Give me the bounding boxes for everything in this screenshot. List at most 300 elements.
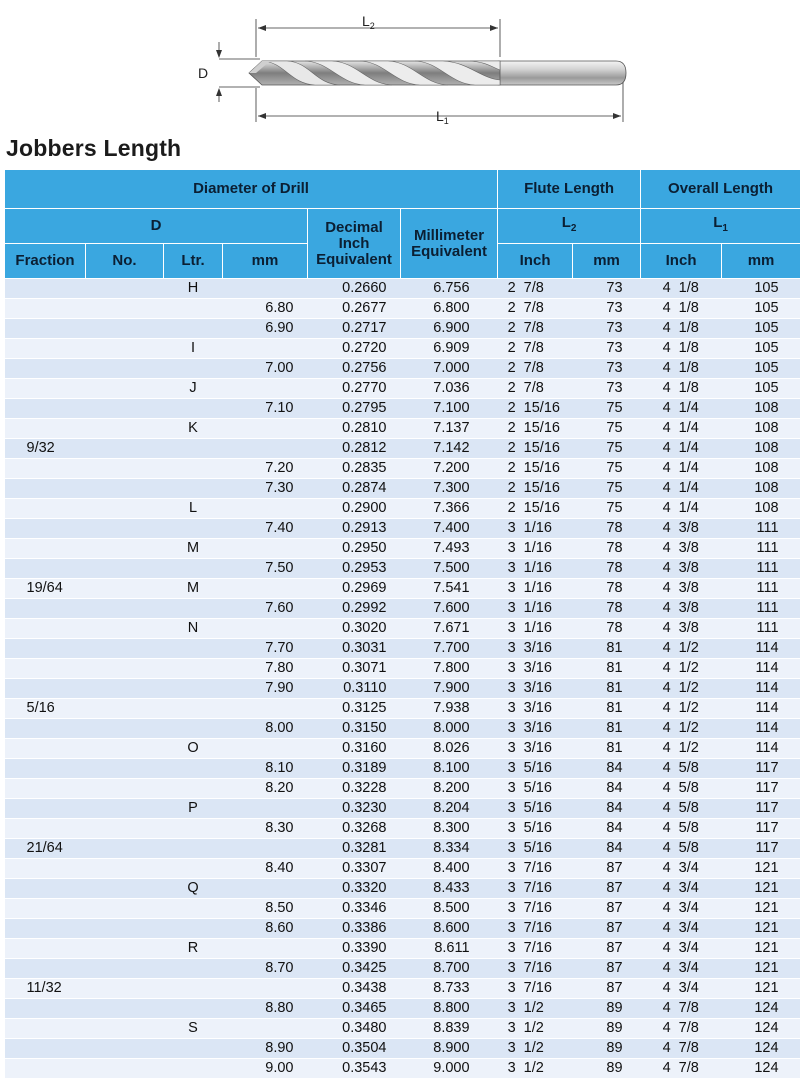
table-row (5, 559, 800, 579)
cell-decimal-inch: 0.3125 (308, 699, 401, 719)
cell-flute-mm: 75 (573, 439, 641, 459)
cell-mm (223, 1019, 308, 1039)
cell-letter (164, 759, 223, 779)
cell-no (86, 779, 164, 799)
cell-flute-mm: 73 (573, 339, 641, 359)
cell-flute-mm: 87 (573, 879, 641, 899)
cell-overall-mm: 108 (722, 459, 800, 479)
table-row (5, 439, 800, 459)
cell-no (86, 519, 164, 539)
cell-millimeter-equivalent: 8.433 (401, 879, 498, 899)
cell-flute-inch: 2 15/16 (498, 419, 573, 439)
cell-flute-inch: 2 7/8 (498, 359, 573, 379)
cell-decimal-inch: 0.2810 (308, 419, 401, 439)
table-row (5, 819, 800, 839)
cell-letter (164, 719, 223, 739)
cell-no (86, 459, 164, 479)
cell-overall-mm: 111 (722, 519, 800, 539)
table-row (5, 499, 800, 519)
cell-overall-mm: 108 (722, 419, 800, 439)
cell-letter (164, 299, 223, 319)
d-label: D (198, 65, 208, 81)
cell-flute-inch: 3 3/16 (498, 739, 573, 759)
cell-overall-inch: 4 5/8 (641, 819, 722, 839)
cell-flute-mm: 84 (573, 819, 641, 839)
cell-flute-inch: 3 3/16 (498, 659, 573, 679)
cell-overall-mm: 121 (722, 879, 800, 899)
cell-overall-mm: 117 (722, 799, 800, 819)
cell-flute-mm: 84 (573, 799, 641, 819)
cell-no (86, 479, 164, 499)
cell-overall-inch: 4 1/8 (641, 279, 722, 299)
cell-flute-inch: 3 5/16 (498, 799, 573, 819)
cell-fraction (5, 1019, 86, 1039)
cell-decimal-inch: 0.3228 (308, 779, 401, 799)
cell-millimeter-equivalent: 8.300 (401, 819, 498, 839)
table-row (5, 379, 800, 399)
cell-decimal-inch: 0.2717 (308, 319, 401, 339)
cell-overall-inch: 4 1/4 (641, 399, 722, 419)
header-flute-mm: mm (573, 244, 641, 279)
cell-flute-mm: 87 (573, 899, 641, 919)
cell-flute-inch: 3 7/16 (498, 859, 573, 879)
cell-flute-mm: 81 (573, 659, 641, 679)
cell-flute-mm: 81 (573, 739, 641, 759)
cell-overall-mm: 117 (722, 819, 800, 839)
cell-flute-mm: 78 (573, 559, 641, 579)
cell-mm: 8.90 (223, 1039, 308, 1059)
table-row (5, 619, 800, 639)
cell-mm (223, 979, 308, 999)
cell-fraction (5, 659, 86, 679)
cell-fraction (5, 519, 86, 539)
cell-overall-inch: 4 3/4 (641, 879, 722, 899)
cell-decimal-inch: 0.2770 (308, 379, 401, 399)
cell-fraction (5, 399, 86, 419)
cell-overall-mm: 117 (722, 759, 800, 779)
cell-flute-inch: 3 7/16 (498, 939, 573, 959)
cell-mm: 8.20 (223, 779, 308, 799)
cell-millimeter-equivalent: 8.611 (401, 939, 498, 959)
cell-no (86, 999, 164, 1019)
cell-fraction (5, 559, 86, 579)
cell-overall-mm: 121 (722, 959, 800, 979)
table-row (5, 519, 800, 539)
cell-millimeter-equivalent: 7.036 (401, 379, 498, 399)
cell-fraction: 9/32 (5, 439, 86, 459)
cell-fraction (5, 679, 86, 699)
cell-no (86, 359, 164, 379)
cell-letter (164, 679, 223, 699)
cell-no (86, 799, 164, 819)
cell-overall-inch: 4 1/2 (641, 699, 722, 719)
cell-flute-mm: 89 (573, 999, 641, 1019)
cell-no (86, 599, 164, 619)
cell-fraction (5, 539, 86, 559)
table-body (5, 279, 800, 1079)
cell-overall-inch: 4 1/8 (641, 379, 722, 399)
cell-overall-inch: 4 1/4 (641, 419, 722, 439)
cell-no (86, 979, 164, 999)
cell-fraction (5, 339, 86, 359)
cell-flute-mm: 89 (573, 1059, 641, 1079)
header-l2: $L_2$ (498, 209, 641, 244)
cell-overall-inch: 4 3/8 (641, 599, 722, 619)
cell-decimal-inch: 0.3020 (308, 619, 401, 639)
cell-no (86, 719, 164, 739)
cell-letter (164, 819, 223, 839)
cell-decimal-inch: 0.2953 (308, 559, 401, 579)
cell-overall-mm: 124 (722, 999, 800, 1019)
table-row (5, 339, 800, 359)
cell-no (86, 1039, 164, 1059)
cell-overall-inch: 4 7/8 (641, 1019, 722, 1039)
cell-letter (164, 919, 223, 939)
cell-mm: 8.70 (223, 959, 308, 979)
cell-decimal-inch: 0.3320 (308, 879, 401, 899)
table-row (5, 719, 800, 739)
cell-fraction: 11/32 (5, 979, 86, 999)
l1-label: $L_1$ (436, 108, 449, 126)
page-title: Jobbers Length (6, 135, 181, 162)
header-diameter-of-drill: Diameter of Drill (5, 170, 498, 209)
table-row (5, 359, 800, 379)
cell-overall-mm: 124 (722, 1039, 800, 1059)
cell-flute-mm: 73 (573, 299, 641, 319)
table-row (5, 919, 800, 939)
header-l1: $L_1$ (641, 209, 800, 244)
cell-flute-inch: 2 15/16 (498, 399, 573, 419)
cell-flute-mm: 78 (573, 539, 641, 559)
cell-fraction (5, 319, 86, 339)
cell-fraction (5, 819, 86, 839)
cell-fraction: 21/64 (5, 839, 86, 859)
table-row (5, 859, 800, 879)
cell-flute-inch: 3 1/2 (498, 1019, 573, 1039)
cell-flute-mm: 75 (573, 419, 641, 439)
cell-fraction (5, 619, 86, 639)
cell-flute-inch: 3 3/16 (498, 639, 573, 659)
cell-mm: 9.00 (223, 1059, 308, 1079)
cell-no (86, 759, 164, 779)
cell-millimeter-equivalent: 7.700 (401, 639, 498, 659)
cell-flute-mm: 75 (573, 499, 641, 519)
cell-no (86, 679, 164, 699)
table-row (5, 459, 800, 479)
cell-flute-inch: 3 1/16 (498, 539, 573, 559)
cell-mm: 7.70 (223, 639, 308, 659)
header-overall-length: Overall Length (641, 170, 800, 209)
cell-no (86, 279, 164, 299)
cell-millimeter-equivalent: 8.000 (401, 719, 498, 739)
cell-overall-mm: 105 (722, 359, 800, 379)
cell-millimeter-equivalent: 7.400 (401, 519, 498, 539)
cell-decimal-inch: 0.2950 (308, 539, 401, 559)
cell-overall-mm: 114 (722, 679, 800, 699)
cell-mm: 7.60 (223, 599, 308, 619)
cell-fraction (5, 959, 86, 979)
cell-millimeter-equivalent: 6.900 (401, 319, 498, 339)
cell-mm: 8.50 (223, 899, 308, 919)
cell-fraction (5, 799, 86, 819)
cell-flute-mm: 87 (573, 979, 641, 999)
header-flute-inch: Inch (498, 244, 573, 279)
cell-letter (164, 319, 223, 339)
cell-overall-mm: 111 (722, 599, 800, 619)
cell-mm: 8.30 (223, 819, 308, 839)
cell-overall-mm: 111 (722, 559, 800, 579)
cell-flute-mm: 84 (573, 839, 641, 859)
table-row (5, 319, 800, 339)
cell-mm: 7.20 (223, 459, 308, 479)
cell-flute-mm: 78 (573, 519, 641, 539)
cell-letter: M (164, 539, 223, 559)
cell-letter: P (164, 799, 223, 819)
cell-mm: 7.80 (223, 659, 308, 679)
table-row (5, 939, 800, 959)
cell-mm (223, 419, 308, 439)
cell-mm (223, 939, 308, 959)
cell-flute-inch: 3 3/16 (498, 679, 573, 699)
cell-decimal-inch: 0.3425 (308, 959, 401, 979)
cell-overall-inch: 4 3/4 (641, 979, 722, 999)
cell-flute-inch: 2 15/16 (498, 499, 573, 519)
cell-overall-inch: 4 3/8 (641, 519, 722, 539)
cell-overall-inch: 4 5/8 (641, 799, 722, 819)
cell-overall-inch: 4 1/2 (641, 639, 722, 659)
cell-overall-inch: 4 1/4 (641, 499, 722, 519)
cell-millimeter-equivalent: 7.900 (401, 679, 498, 699)
cell-decimal-inch: 0.2913 (308, 519, 401, 539)
cell-no (86, 339, 164, 359)
cell-overall-inch: 4 1/4 (641, 459, 722, 479)
cell-no (86, 639, 164, 659)
cell-flute-inch: 3 1/16 (498, 599, 573, 619)
cell-decimal-inch: 0.3386 (308, 919, 401, 939)
cell-mm: 7.90 (223, 679, 308, 699)
cell-fraction (5, 639, 86, 659)
cell-fraction (5, 499, 86, 519)
cell-mm: 6.80 (223, 299, 308, 319)
l2-label: $L_2$ (362, 13, 375, 31)
table-row (5, 1039, 800, 1059)
cell-decimal-inch: 0.3150 (308, 719, 401, 739)
cell-overall-mm: 108 (722, 399, 800, 419)
cell-flute-inch: 3 7/16 (498, 899, 573, 919)
cell-decimal-inch: 0.3189 (308, 759, 401, 779)
header-millimeter-equivalent: Millimeter Equivalent (401, 209, 498, 279)
cell-no (86, 299, 164, 319)
cell-decimal-inch: 0.3110 (308, 679, 401, 699)
table-row (5, 839, 800, 859)
cell-millimeter-equivalent: 8.900 (401, 1039, 498, 1059)
cell-overall-mm: 121 (722, 899, 800, 919)
cell-decimal-inch: 0.3031 (308, 639, 401, 659)
cell-no (86, 319, 164, 339)
cell-no (86, 579, 164, 599)
cell-flute-inch: 2 7/8 (498, 339, 573, 359)
cell-no (86, 939, 164, 959)
cell-letter: J (164, 379, 223, 399)
cell-overall-inch: 4 3/4 (641, 939, 722, 959)
cell-mm (223, 699, 308, 719)
cell-flute-mm: 78 (573, 579, 641, 599)
table-row (5, 899, 800, 919)
cell-overall-inch: 4 1/2 (641, 679, 722, 699)
cell-millimeter-equivalent: 8.500 (401, 899, 498, 919)
table-row (5, 419, 800, 439)
cell-millimeter-equivalent: 7.938 (401, 699, 498, 719)
cell-mm (223, 739, 308, 759)
cell-fraction (5, 739, 86, 759)
table-row (5, 659, 800, 679)
table-row (5, 699, 800, 719)
cell-flute-inch: 3 1/16 (498, 619, 573, 639)
cell-decimal-inch: 0.2812 (308, 439, 401, 459)
cell-millimeter-equivalent: 8.100 (401, 759, 498, 779)
cell-flute-mm: 87 (573, 919, 641, 939)
cell-fraction (5, 479, 86, 499)
cell-letter (164, 699, 223, 719)
cell-mm (223, 279, 308, 299)
cell-flute-mm: 81 (573, 679, 641, 699)
cell-overall-inch: 4 7/8 (641, 999, 722, 1019)
cell-fraction (5, 459, 86, 479)
cell-fraction (5, 879, 86, 899)
cell-millimeter-equivalent: 8.204 (401, 799, 498, 819)
cell-overall-inch: 4 1/4 (641, 479, 722, 499)
cell-decimal-inch: 0.3268 (308, 819, 401, 839)
drill-bit-diagram (0, 0, 800, 130)
header-overall-inch: Inch (641, 244, 722, 279)
cell-overall-inch: 4 1/8 (641, 319, 722, 339)
cell-millimeter-equivalent: 7.671 (401, 619, 498, 639)
header-fraction: Fraction (5, 244, 86, 279)
cell-overall-inch: 4 5/8 (641, 759, 722, 779)
table-row (5, 399, 800, 419)
cell-overall-inch: 4 1/4 (641, 439, 722, 459)
cell-decimal-inch: 0.3307 (308, 859, 401, 879)
cell-mm (223, 439, 308, 459)
table-row (5, 879, 800, 899)
cell-flute-inch: 3 5/16 (498, 779, 573, 799)
cell-mm: 8.10 (223, 759, 308, 779)
cell-millimeter-equivalent: 8.700 (401, 959, 498, 979)
cell-no (86, 919, 164, 939)
cell-overall-inch: 4 3/8 (641, 559, 722, 579)
table-row (5, 739, 800, 759)
header-no: No. (86, 244, 164, 279)
cell-mm: 8.40 (223, 859, 308, 879)
cell-mm (223, 839, 308, 859)
cell-millimeter-equivalent: 7.000 (401, 359, 498, 379)
cell-no (86, 379, 164, 399)
cell-millimeter-equivalent: 8.733 (401, 979, 498, 999)
cell-flute-mm: 87 (573, 959, 641, 979)
table-row (5, 479, 800, 499)
cell-fraction (5, 919, 86, 939)
cell-overall-inch: 4 3/4 (641, 959, 722, 979)
cell-flute-mm: 73 (573, 379, 641, 399)
cell-overall-mm: 121 (722, 859, 800, 879)
cell-no (86, 559, 164, 579)
cell-flute-inch: 2 15/16 (498, 479, 573, 499)
cell-overall-mm: 121 (722, 939, 800, 959)
cell-letter: S (164, 1019, 223, 1039)
cell-overall-mm: 108 (722, 499, 800, 519)
cell-flute-mm: 73 (573, 359, 641, 379)
cell-flute-mm: 84 (573, 759, 641, 779)
cell-mm (223, 539, 308, 559)
cell-flute-inch: 3 7/16 (498, 959, 573, 979)
cell-millimeter-equivalent: 8.026 (401, 739, 498, 759)
cell-no (86, 419, 164, 439)
cell-fraction (5, 279, 86, 299)
cell-flute-inch: 3 3/16 (498, 699, 573, 719)
cell-decimal-inch: 0.2660 (308, 279, 401, 299)
cell-overall-inch: 4 3/4 (641, 859, 722, 879)
cell-letter: M (164, 579, 223, 599)
cell-overall-inch: 4 1/8 (641, 359, 722, 379)
cell-overall-mm: 121 (722, 979, 800, 999)
cell-overall-mm: 117 (722, 779, 800, 799)
cell-no (86, 399, 164, 419)
cell-fraction (5, 859, 86, 879)
cell-mm (223, 339, 308, 359)
cell-overall-inch: 4 1/2 (641, 739, 722, 759)
cell-overall-mm: 114 (722, 739, 800, 759)
cell-no (86, 739, 164, 759)
cell-flute-mm: 87 (573, 859, 641, 879)
cell-fraction (5, 759, 86, 779)
table-row (5, 279, 800, 299)
header-overall-mm: mm (722, 244, 800, 279)
cell-flute-inch: 3 7/16 (498, 919, 573, 939)
cell-decimal-inch: 0.2992 (308, 599, 401, 619)
cell-letter: O (164, 739, 223, 759)
cell-mm: 8.80 (223, 999, 308, 1019)
table-row (5, 579, 800, 599)
cell-decimal-inch: 0.3504 (308, 1039, 401, 1059)
header-ltr: Ltr. (164, 244, 223, 279)
cell-decimal-inch: 0.2969 (308, 579, 401, 599)
cell-millimeter-equivalent: 7.200 (401, 459, 498, 479)
cell-mm: 8.60 (223, 919, 308, 939)
cell-millimeter-equivalent: 6.909 (401, 339, 498, 359)
cell-decimal-inch: 0.2720 (308, 339, 401, 359)
cell-overall-inch: 4 3/8 (641, 619, 722, 639)
cell-letter (164, 439, 223, 459)
cell-overall-mm: 105 (722, 379, 800, 399)
cell-flute-inch: 2 7/8 (498, 379, 573, 399)
cell-letter (164, 979, 223, 999)
cell-fraction (5, 379, 86, 399)
table-row (5, 599, 800, 619)
cell-letter (164, 519, 223, 539)
cell-flute-mm: 75 (573, 399, 641, 419)
cell-overall-mm: 105 (722, 339, 800, 359)
cell-flute-inch: 2 15/16 (498, 439, 573, 459)
cell-mm (223, 879, 308, 899)
l2-dimension (256, 19, 500, 57)
cell-flute-inch: 3 5/16 (498, 839, 573, 859)
cell-millimeter-equivalent: 8.400 (401, 859, 498, 879)
drill-size-table (4, 169, 800, 1079)
cell-decimal-inch: 0.3281 (308, 839, 401, 859)
cell-no (86, 439, 164, 459)
cell-millimeter-equivalent: 9.000 (401, 1059, 498, 1079)
cell-millimeter-equivalent: 8.600 (401, 919, 498, 939)
